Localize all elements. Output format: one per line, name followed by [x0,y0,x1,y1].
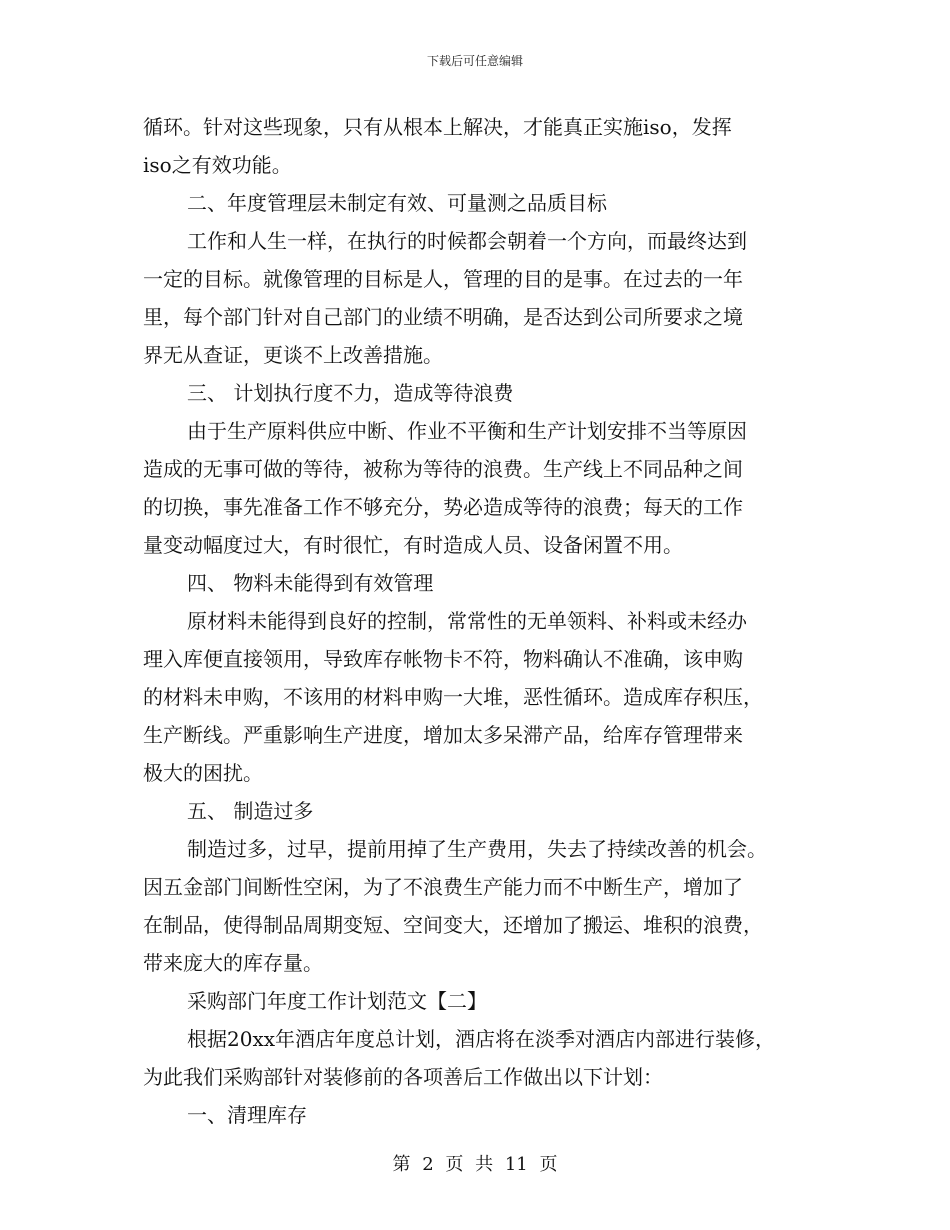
text-line: 带来庞大的库存量。 [143,951,323,975]
text-line: 量变动幅度过大，有时很忙，有时造成人员、设备闲置不用。 [143,533,683,557]
text-line: 四、 物料未能得到有效管理 [187,571,434,595]
page-header: 下载后可任意编辑 [426,54,523,68]
text-line: 因五金部门间断性空闲，为了不浪费生产能力而不中断生产，增加了 [143,875,743,899]
text-line: 原材料未能得到良好的控制，常常性的无单领料、补料或未经办 [187,609,747,633]
text-line: 里，每个部门针对自己部门的业绩不明确，是否达到公司所要求之境 [143,305,743,329]
text-line: 三、 计划执行度不力，造成等待浪费 [187,381,514,405]
text-line: 由于生产原料供应中断、作业不平衡和生产计划安排不当等原因 [187,419,747,443]
text-line: 为此我们采购部针对装修前的各项善后工作做出以下计划： [143,1065,663,1089]
text-line: 一定的目标。就像管理的目标是人，管理的目的是事。在过去的一年 [143,267,743,291]
text-line: 生产断线。严重影响生产进度，增加太多呆滞产品，给库存管理带来 [143,723,743,747]
text-line: 在制品，使得制品周期变短、空间变大，还增加了搬运、堆积的浪费， [143,913,763,937]
text-line: 造成的无事可做的等待，被称为等待的浪费。生产线上不同品种之间 [143,457,743,481]
text-line: 极大的困扰。 [143,761,263,785]
text-line: 工作和人生一样，在执行的时候都会朝着一个方向，而最终达到 [187,229,747,253]
text-line: 界无从查证，更谈不上改善措施。 [143,343,443,367]
text-line: iso之有效功能。 [143,153,292,177]
text-line: 一、清理库存 [187,1103,307,1127]
text-line: 五、 制造过多 [187,799,314,823]
page-footer: 第 2 页 共 11 页 [392,1154,558,1175]
text-line: 循环。针对这些现象，只有从根本上解决，才能真正实施iso，发挥 [143,115,732,139]
text-line: 的材料未申购，不该用的材料申购一大堆，恶性循环。造成库存积压， [143,685,763,709]
text-line: 理入库便直接领用，导致库存帐物卡不符，物料确认不准确，该申购 [143,647,743,671]
document-body [143,108,813,1134]
text-line: 根据20xx年酒店年度总计划，酒店将在淡季对酒店内部进行装修， [187,1027,776,1051]
text-line: 制造过多，过早，提前用掉了生产费用，失去了持续改善的机会。 [187,837,767,861]
text-line: 采购部门年度工作计划范文【二】 [187,989,487,1013]
text-line: 二、年度管理层未制定有效、可量测之品质目标 [187,191,607,215]
text-line: 的切换，事先准备工作不够充分，势必造成等待的浪费；每天的工作 [143,495,743,519]
